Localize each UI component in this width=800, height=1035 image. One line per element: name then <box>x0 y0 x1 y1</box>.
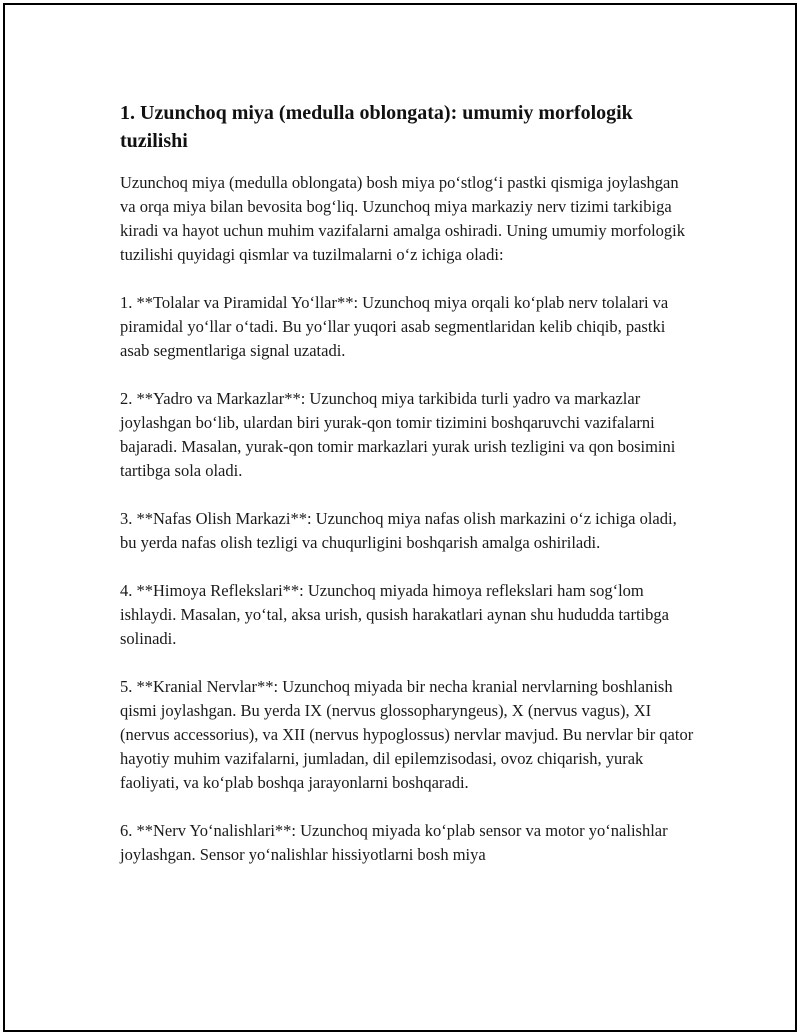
item-6-paragraph: 6. **Nerv Yo‘nalishlari**: Uzunchoq miyada ko‘plab sensor va motor yo‘nalishlar joylashgan. Sensor yo‘nalishlar hissiyotlarni bosh miya <box>120 821 668 864</box>
item-2-paragraph: 2. **Yadro va Markazlar**: Uzunchoq miya tarkibida turli yadro va markazlar joylashgan bo‘lib, ulardan biri yurak-qon tomir tizimini boshqaruvchi vazifalarni bajaradi. Masalan, yurak-qon tomir markazlari yurak urish tezligini va qon bosimini tartibga sola oladi. <box>120 389 676 480</box>
item-3-paragraph: 3. **Nafas Olish Markazi**: Uzunchoq miya nafas olish markazini o‘z ichiga oladi, bu yerda nafas olish tezligi va chuqurligini boshqarish amalga oshiriladi. <box>120 509 677 552</box>
page-frame <box>3 3 797 1032</box>
item-4-paragraph: 4. **Himoya Reflekslari**: Uzunchoq miyada himoya reflekslari ham sog‘lom ishlaydi. Masalan, yo‘tal, aksa urish, qusish harakatlari aynan shu hududda tartibga solinadi. <box>120 581 669 648</box>
intro-paragraph: Uzunchoq miya (medulla oblongata) bosh miya po‘stlog‘i pastki qismiga joylashgan va orqa miya bilan bevosita bog‘liq. Uzunchoq miya markaziy nerv tizimi tarkibiga kiradi va hayot uchun muhim vazifalarni amalga oshiradi. Uning umumiy morfologik tuzilishi quyidagi qismlar va tuzilmalarni o‘z ichiga oladi: <box>120 173 685 264</box>
item-5-paragraph: 5. **Kranial Nervlar**: Uzunchoq miyada bir necha kranial nervlarning boshlanish qismi joylashgan. Bu yerda IX (nervus glossopharyngeus), X (nervus vagus), XI (nervus accessorius), va XII (nervus hypoglossus) nervlar mavjud. Bu nervlar bir qator hayotiy muhim vazifalarni, jumladan, dil epilemzisodasi, ovoz chiqarish, yurak faoliyati, va ko‘plab boshqa jarayonlarni boshqaradi. <box>120 677 694 792</box>
item-1-paragraph: 1. **Tolalar va Piramidal Yo‘llar**: Uzunchoq miya orqali ko‘plab nerv tolalari va piramidal yo‘llar o‘tadi. Bu yo‘llar yuqori asab segmentlaridan kelib chiqib, pastki asab segmentlariga signal uzatadi. <box>120 293 669 360</box>
document-body <box>120 99 695 891</box>
section-heading: 1. Uzunchoq miya (medulla oblongata): umumiy morfologik tuzilishi <box>120 102 633 152</box>
